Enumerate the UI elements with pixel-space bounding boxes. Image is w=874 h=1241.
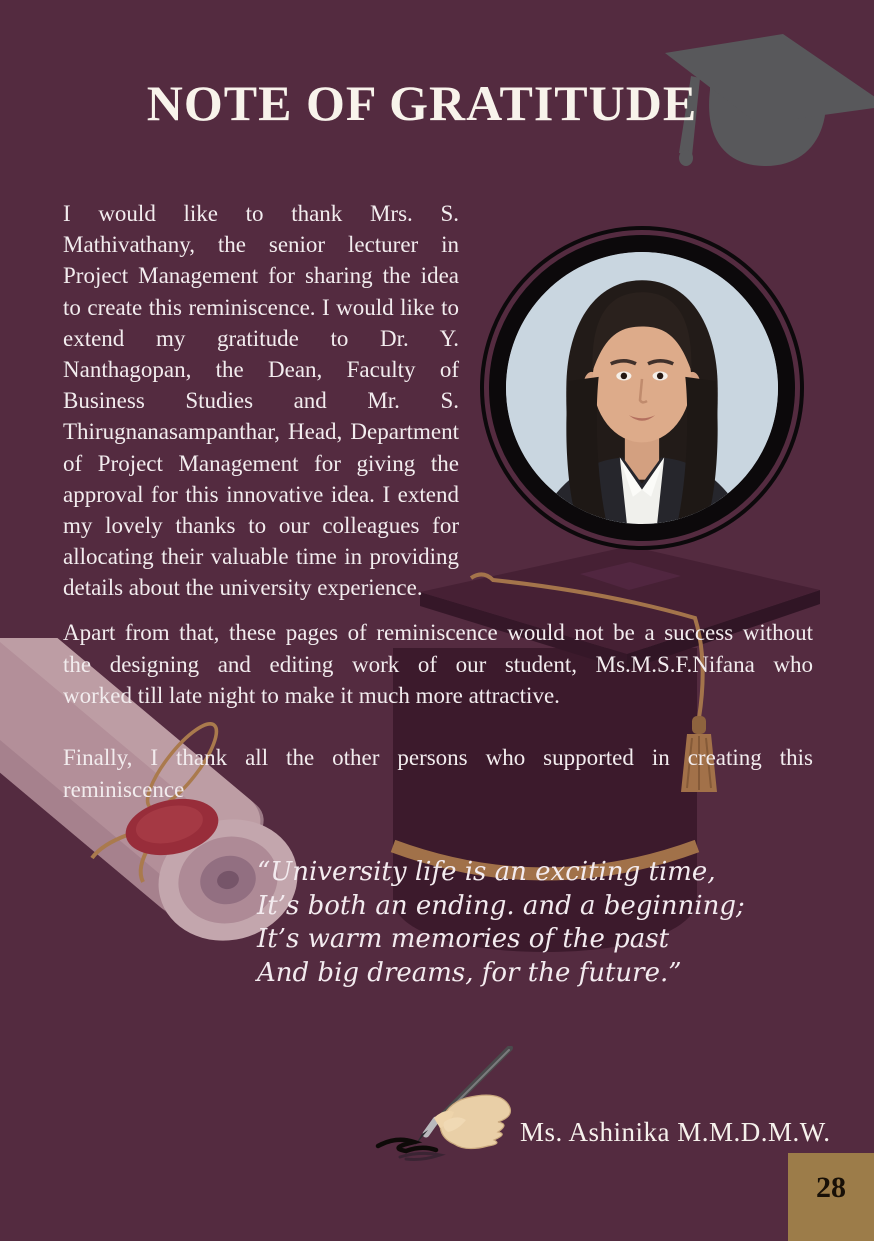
page-title: NOTE OF GRATITUDE bbox=[146, 75, 698, 131]
student-portrait-frame bbox=[480, 226, 804, 550]
hand-writing-icon bbox=[370, 1046, 520, 1161]
paragraph-thanks-student: Apart from that, these pages of reminiscence would not be a success without the designing and editing work of our student, Ms.M.S.F.Nifana who worked till late night to make it much more attractive. bbox=[63, 620, 813, 708]
paragraph-thanks-others: Finally, I thank all the other persons who supported in creating this reminiscence bbox=[63, 745, 813, 802]
university-life-quote: “University life is an exciting time, It’s both an ending. and a beginning; It’s warm memories of the past And big dreams, for the future.” bbox=[257, 857, 745, 988]
page-number-box bbox=[788, 1153, 874, 1241]
page-number: 28 bbox=[816, 1171, 846, 1204]
paragraph-thanks-lecturer: I would like to thank Mrs. S. Mathivathany, the senior lecturer in Project Management for sharing the idea to create this reminiscence. I would like to extend my gratitude to Dr. Y. Nanthagopan, the Dean, Faculty of Business Studies and Mr. S. Thirugnanasampanthar, Head, Department of Project Management for giving the approval for this innovative idea. I extend my lovely thanks to our colleagues for allocating their valuable time in providing details about the university experience. bbox=[63, 201, 459, 601]
signature-name: Ms. Ashinika M.M.D.M.W. bbox=[520, 1117, 831, 1147]
student-portrait-photo bbox=[489, 235, 795, 541]
